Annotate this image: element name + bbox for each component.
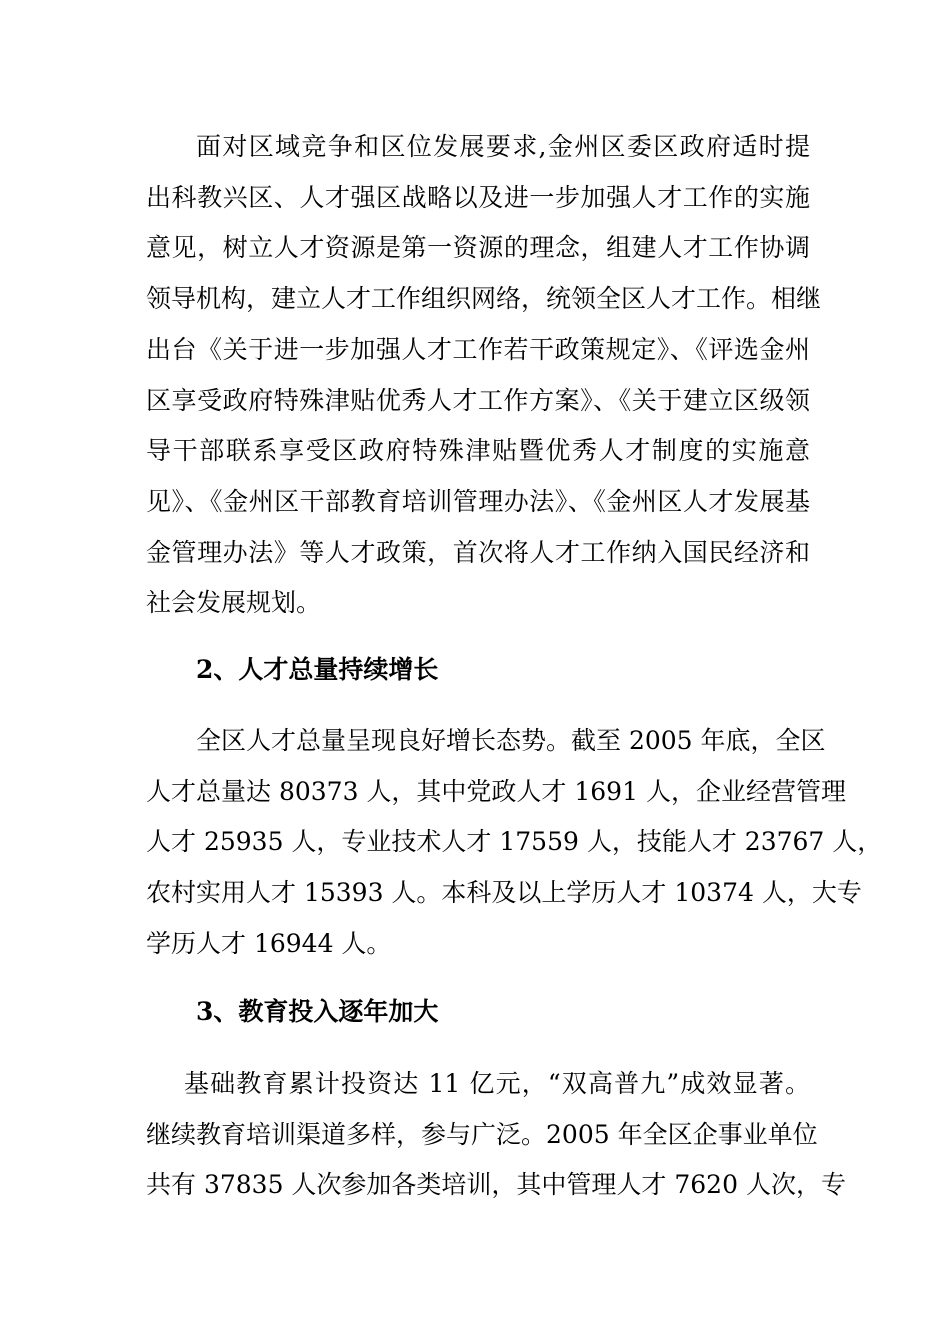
paragraph-line: 学历人才 16944 人。 bbox=[146, 928, 392, 958]
paragraph-line: 农村实用人才 15393 人。本科及以上学历人才 10374 人，大专 bbox=[146, 878, 862, 908]
paragraph-talent-total bbox=[146, 716, 883, 970]
paragraph-line: 共有 37835 人次参加各类培训，其中管理人才 7620 人次，专 bbox=[146, 1170, 846, 1200]
section-heading-education-investment: 3、教育投入逐年加大 bbox=[196, 997, 439, 1026]
paragraph-line: 区享受政府特殊津贴优秀人才工作方案》、《关于建立区级领 bbox=[146, 385, 810, 415]
paragraph-line: 出科教兴区、人才强区战略以及进一步加强人才工作的实施 bbox=[146, 182, 810, 212]
paragraph-line: 面对区域竞争和区位发展要求,金州区委区政府适时提 bbox=[196, 132, 810, 161]
paragraph-line: 社会发展规划。 bbox=[146, 588, 322, 618]
paragraph-line: 人才 25935 人，专业技术人才 17559 人，技能人才 23767 人， bbox=[146, 827, 883, 857]
paragraph-talent-policy bbox=[146, 122, 822, 629]
paragraph-line: 出台《关于进一步加强人才工作若干政策规定》、《评选金州 bbox=[146, 334, 810, 364]
paragraph-line: 全区人才总量呈现良好增长态势。截至 2005 年底，全区 bbox=[196, 726, 826, 755]
section-heading-talent-growth: 2、人才总量持续增长 bbox=[196, 655, 439, 684]
paragraph-line: 继续教育培训渠道多样，参与广泛。2005 年全区企事业单位 bbox=[146, 1119, 818, 1149]
paragraph-line: 人才总量达 80373 人，其中党政人才 1691 人，企业经营管理 bbox=[146, 776, 846, 806]
paragraph-education bbox=[146, 1059, 846, 1211]
paragraph-line: 导干部联系享受区政府特殊津贴暨优秀人才制度的实施意 bbox=[146, 436, 810, 466]
paragraph-line: 金管理办法》等人才政策，首次将人才工作纳入国民经济和 bbox=[146, 537, 810, 567]
paragraph-line: 基础教育累计投资达 11 亿元，“双高普九”成效显著。 bbox=[184, 1069, 810, 1098]
paragraph-line: 领导机构，建立人才工作组织网络，统领全区人才工作。相继 bbox=[146, 284, 822, 314]
paragraph-line: 意见，树立人才资源是第一资源的理念，组建人才工作协调 bbox=[146, 233, 810, 263]
paragraph-line: 见》、《金州区干部教育培训管理办法》、《金州区人才发展基 bbox=[146, 486, 810, 516]
